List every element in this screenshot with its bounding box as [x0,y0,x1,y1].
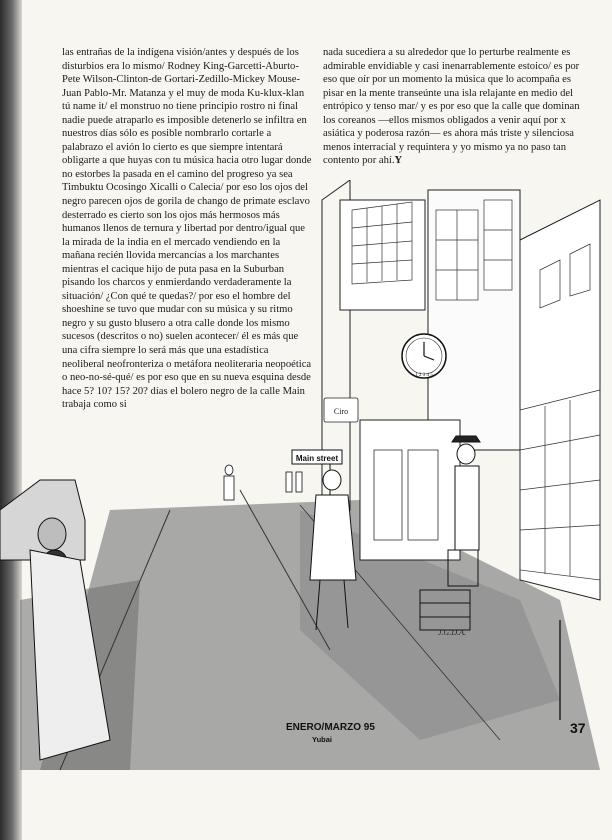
page-number: 37 [570,720,586,736]
artist-signature: J.G.D.A. [438,628,466,637]
magazine-name: Yubai [312,735,333,744]
clock-label: 1 2 3 4 5 [415,373,433,378]
article-text-right-body: nada sucediera a su alrededor que lo perturbe realmente es admirable envidiable y casi inenarrablemente estoico/ es por eso que oír por un momento la música que lo acompaña es pisar en la mente transeúnte una isla relajante en medio del entrópico y tenso mar/ y es por eso que la calle que dominan los coreanos —ellos mismos obligados a venir aquí por x asiática y poderosa razón— es ahora más triste y silenciosa menos interracial y requintera y yo mismo ya no paso tan contento por ahí. [323,47,580,167]
shop-sign: Ciro [333,407,349,416]
street-illustration [0,180,612,780]
street-sign: Main street [295,454,339,463]
article-text-left: las entrañas de la indígena visión/antes y después de los disturbios era lo mismo/ Rodney King-Garcetti-Aburto-Pete Wilson-Clinton-de Gortari-Zedillo-Mickey Mouse-Juan Pablo-Mr. Matanza y el muy de moda Ku-klux-klan tú name it/ el monstruo no tiene principio rostro ni final nadie puede atraparlo es imposible detenerlo se infiltra en nuestros días sólo es posible nombrarlo cortarle a palabrazo el avión lo cierto es que siempre intentará obligarte a que huyas con tu música hacia otro lugar donde no estorbes la pasada en el camino del progreso ya sea Timbuktu Ocosingo Xicalli o Calecia/ por eso los ojos del negro parecen ojos de gorila de chango de primate esclavo desterrado es cierto son los ojos más hermosos más humanos llenos de ternura y libertad por dentro/igual que la mirada de la india en el mercado vendiendo en la mañana recién llovida mercancías a los marchantes mientras el cacique hijo de puta pasa en la Suburban pisando los charcos y enmierdando verdaderamente la situación/ ¿Con qué te quedas?/ por eso el hombre del shoeshine se tuvo que mudar con su música y su ritmo negro y su gusto blusero a otra calle donde los mismo sucesos (descritos o no) suelen acontecer/ él es más que una cifra siempre lo será más que una estadística neoliberal neofronteriza o metáfora neoliteraria neopoética o neo-no-sé-qué/ es por eso que en su nueva esquina desde hace 5? 10? 15? 20? días el bolero negro de la calle Main trabaja como si [62,47,312,411]
article-column-right [323,46,585,168]
issue-date: ENERO/MARZO 95 [286,722,375,733]
end-mark: Y [394,155,403,167]
page-footer [0,722,612,762]
article-text-right [323,46,585,168]
